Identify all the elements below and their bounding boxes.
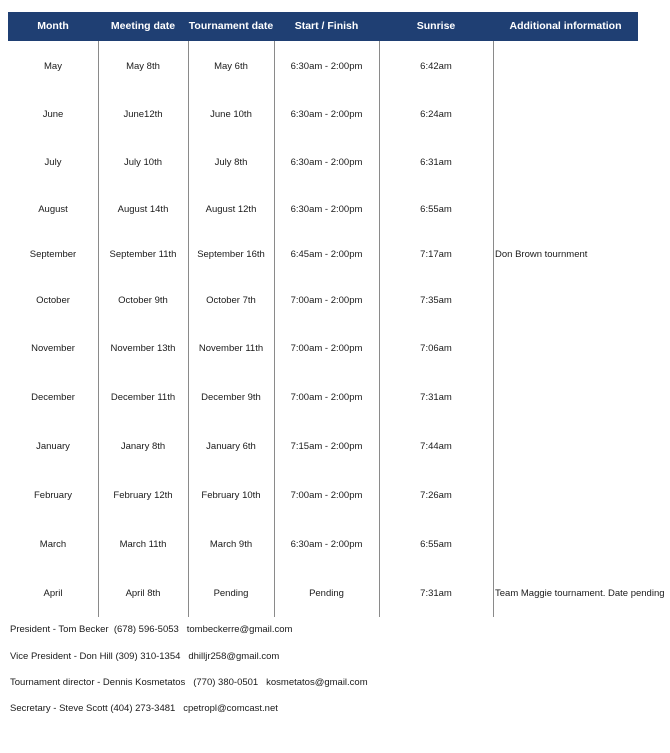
- cell-meeting-date: June12th: [123, 109, 163, 120]
- cell-sunrise: 7:44am: [420, 441, 452, 452]
- table-header: [8, 12, 638, 41]
- header-tournament-date: Tournament date: [188, 20, 274, 32]
- header-additional-information: Additional information: [509, 20, 622, 32]
- cell-start-finish: 7:00am - 2:00pm: [290, 295, 363, 306]
- column-divider: [188, 41, 189, 617]
- cell-start-finish: 7:15am - 2:00pm: [290, 441, 363, 452]
- cell-start-finish: 7:00am - 2:00pm: [290, 490, 363, 501]
- contact-phone: (770) 380-0501: [193, 677, 259, 688]
- contact-role-name: Vice President - Don Hill: [10, 651, 113, 662]
- cell-tournament-date: Pending: [213, 588, 249, 599]
- cell-month: July: [44, 157, 62, 168]
- cell-month: February: [33, 490, 72, 501]
- cell-tournament-date: August 12th: [205, 204, 257, 215]
- cell-meeting-date: Janary 8th: [120, 441, 166, 452]
- cell-start-finish: Pending: [309, 588, 344, 599]
- header-start-finish: Start / Finish: [294, 20, 359, 32]
- cell-meeting-date: February 12th: [113, 490, 173, 501]
- cell-tournament-date: October 7th: [206, 295, 256, 306]
- cell-additional-information: [495, 489, 670, 503]
- cell-month: June: [42, 109, 64, 120]
- cell-month: August: [38, 204, 68, 215]
- cell-sunrise: 7:06am: [420, 343, 452, 354]
- cell-additional-information: [495, 108, 670, 122]
- cell-additional-information: [495, 60, 670, 74]
- contact-email[interactable]: dhilljr258@gmail.com: [188, 651, 280, 662]
- column-divider: [493, 41, 494, 617]
- cell-month: December: [31, 392, 75, 403]
- cell-sunrise: 7:35am: [420, 295, 452, 306]
- cell-sunrise: 7:31am: [420, 588, 452, 599]
- cell-meeting-date: July 10th: [123, 157, 163, 168]
- cell-start-finish: 7:00am - 2:00pm: [290, 343, 363, 354]
- header-meeting-date: Meeting date: [110, 20, 176, 32]
- cell-meeting-date: December 11th: [110, 392, 176, 403]
- cell-additional-information: Don Brown tournment: [495, 249, 588, 260]
- cell-additional-information: [495, 342, 670, 356]
- cell-sunrise: 6:24am: [420, 109, 452, 120]
- cell-tournament-date: June 10th: [210, 109, 252, 120]
- contact-role-name: Secretary - Steve Scott: [10, 703, 108, 714]
- cell-month: January: [36, 441, 70, 452]
- cell-tournament-date: January 6th: [206, 441, 256, 452]
- contact-tournament-director: [10, 677, 368, 688]
- cell-month: April: [43, 588, 63, 599]
- cell-meeting-date: November 13th: [110, 343, 176, 354]
- cell-meeting-date: October 9th: [118, 295, 168, 306]
- cell-sunrise: 6:55am: [420, 204, 452, 215]
- contact-president: [10, 624, 292, 635]
- cell-additional-information: Team Maggie tournament. Date pending: [495, 588, 665, 599]
- column-divider: [379, 41, 380, 617]
- cell-meeting-date: May 8th: [126, 61, 160, 72]
- cell-meeting-date: April 8th: [125, 588, 161, 599]
- cell-additional-information: [495, 203, 670, 217]
- cell-tournament-date: December 9th: [201, 392, 261, 403]
- contact-phone: (678) 596-5053: [113, 624, 179, 635]
- cell-sunrise: 6:42am: [420, 61, 452, 72]
- cell-month: March: [39, 539, 67, 550]
- cell-additional-information: [495, 156, 670, 170]
- cell-start-finish: 6:30am - 2:00pm: [290, 539, 363, 550]
- cell-month: September: [29, 249, 77, 260]
- contact-email[interactable]: cpetropl@comcast.net: [183, 703, 278, 714]
- column-divider: [274, 41, 275, 617]
- cell-additional-information: [495, 391, 670, 405]
- header-sunrise: Sunrise: [416, 20, 456, 32]
- cell-start-finish: 6:30am - 2:00pm: [290, 157, 363, 168]
- cell-month: May: [44, 61, 62, 72]
- contact-email[interactable]: kosmetatos@gmail.com: [266, 677, 368, 688]
- contact-vice-president: [10, 651, 279, 662]
- contact-phone: (309) 310-1354: [115, 651, 181, 662]
- cell-sunrise: 6:55am: [420, 539, 452, 550]
- contact-email[interactable]: tombeckerre@gmail.com: [186, 624, 293, 635]
- cell-tournament-date: July 8th: [214, 157, 248, 168]
- cell-meeting-date: September 11th: [109, 249, 177, 260]
- cell-tournament-date: March 9th: [209, 539, 253, 550]
- cell-sunrise: 7:31am: [420, 392, 452, 403]
- cell-sunrise: 7:17am: [420, 249, 452, 260]
- contact-phone: (404) 273-3481: [110, 703, 176, 714]
- contact-secretary: [10, 703, 278, 714]
- header-month: Month: [37, 20, 69, 32]
- cell-meeting-date: March 11th: [119, 539, 167, 550]
- cell-start-finish: 6:45am - 2:00pm: [290, 249, 363, 260]
- cell-additional-information: [495, 440, 670, 454]
- cell-month: November: [31, 343, 75, 354]
- column-divider: [98, 41, 99, 617]
- contact-role-name: Tournament director - Dennis Kosmetatos: [10, 677, 186, 688]
- cell-start-finish: 6:30am - 2:00pm: [290, 61, 363, 72]
- cell-additional-information: [495, 538, 670, 552]
- cell-tournament-date: September 16th: [197, 249, 265, 260]
- cell-sunrise: 6:31am: [420, 157, 452, 168]
- cell-tournament-date: May 6th: [214, 61, 248, 72]
- cell-start-finish: 7:00am - 2:00pm: [290, 392, 363, 403]
- cell-tournament-date: November 11th: [198, 343, 264, 354]
- cell-start-finish: 6:30am - 2:00pm: [290, 109, 363, 120]
- cell-month: October: [36, 295, 70, 306]
- contact-role-name: President - Tom Becker: [10, 624, 109, 635]
- cell-start-finish: 6:30am - 2:00pm: [290, 204, 363, 215]
- cell-meeting-date: August 14th: [117, 204, 169, 215]
- cell-tournament-date: February 10th: [201, 490, 261, 501]
- cell-additional-information: [495, 294, 670, 308]
- cell-sunrise: 7:26am: [420, 490, 452, 501]
